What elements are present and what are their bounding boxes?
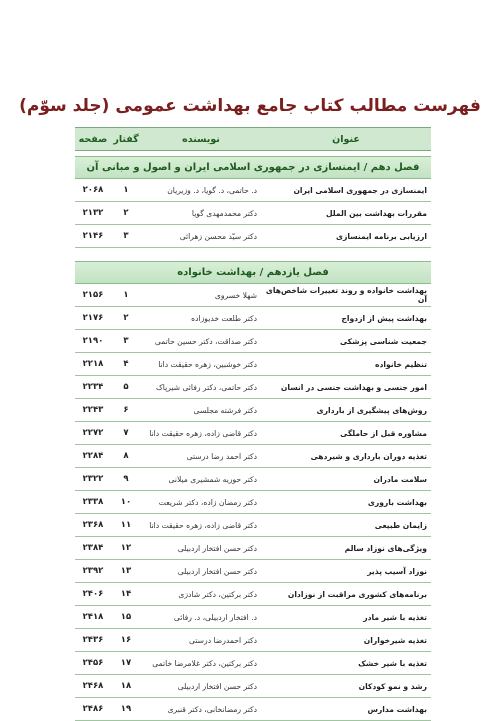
table-row (75, 629, 431, 652)
row-author: دکتر قاضی زاده، زهره حقیقت دانا (149, 520, 257, 530)
row-section-number: ۱۵ (120, 612, 132, 622)
row-author: دکتر سیّد محسن زهرائی (179, 231, 257, 241)
row-section-number: ۱ (123, 290, 129, 300)
row-section-number: ۳ (123, 336, 129, 346)
row-title: تغذیه دوران بارداری و شیردهی (310, 451, 427, 461)
row-title: بهداشت باروری (367, 497, 427, 507)
row-section-number: ۱۹ (120, 704, 132, 714)
table-row (75, 422, 431, 445)
row-page-number: ۲۴۱۸ (82, 612, 104, 622)
table-body (75, 156, 431, 721)
table-row (75, 307, 431, 330)
table-row (75, 330, 431, 353)
table-row (75, 284, 431, 307)
row-page-number: ۲۲۱۸ (82, 359, 104, 369)
table-row (75, 560, 431, 583)
row-author: دکتر احمدرضا درستی (189, 635, 257, 645)
table-row (75, 491, 431, 514)
row-page-number: ۲۴۶۸ (82, 681, 104, 691)
section-gap (75, 248, 431, 256)
table-row (75, 353, 431, 376)
row-title: تغذیه با شیر مادر (363, 612, 427, 622)
row-title: رشد و نمو کودکان (358, 681, 427, 691)
row-section-number: ۱۳ (120, 566, 132, 576)
row-section-number: ۶ (123, 405, 129, 415)
row-author: دکتر حسن افتخار اردبیلی (177, 681, 257, 691)
row-page-number: ۲۴۰۶ (82, 589, 104, 599)
table-row (75, 514, 431, 537)
row-title: روش‌های پیشگیری از بارداری (316, 405, 427, 415)
row-title: برنامه‌های کشوری مراقبت از نوزادان (287, 589, 427, 599)
table-row (75, 606, 431, 629)
row-page-number: ۲۱۴۶ (82, 231, 104, 241)
row-author: د. افتخار اردبیلی، د. رفائی (173, 612, 257, 622)
row-title: تنظیم خانواده (375, 359, 427, 369)
row-title: مقررات بهداشت بین الملل (326, 208, 427, 218)
header-title: عنوان (332, 133, 360, 145)
row-title: ایمنسازی در جمهوری اسلامی ایران (293, 185, 427, 195)
row-section-number: ۱۷ (120, 658, 132, 668)
row-section-number: ۷ (123, 428, 129, 438)
header-page: صفحه (78, 133, 108, 145)
header-section: گفتار (113, 133, 139, 145)
row-title: بهداشت پیش از ازدواج (341, 313, 427, 323)
row-title: بهداشت خانواده و روند تغییرات شاخص‌های آن (265, 286, 427, 304)
row-author: دکتر صداقت، دکتر حسین حاتمی (154, 336, 257, 346)
section-heading: فصل یازدهم / بهداشت خانواده (75, 261, 431, 284)
row-title: مشاوره قبل از حاملگی (340, 428, 427, 438)
row-page-number: ۲۳۶۸ (82, 520, 104, 530)
row-page-number: ۲۱۳۲ (82, 208, 104, 218)
row-author: دکتر قاضی زاده، زهره حقیقت دانا (149, 428, 257, 438)
table-header (75, 127, 431, 151)
table-row (75, 583, 431, 606)
row-title: امور جنسی و بهداشت جنسی در انسان (280, 382, 427, 392)
section-heading: فصل دهم / ایمنسازی در جمهوری اسلامی ایران و اصول و مبانی آن (75, 156, 431, 179)
row-page-number: ۲۲۴۳ (82, 405, 104, 415)
row-author: دکتر فرشته مجلسی (193, 405, 257, 415)
row-author: دکتر طلعت خدیوزاده (191, 313, 257, 323)
row-page-number: ۲۱۹۰ (82, 336, 104, 346)
row-section-number: ۴ (123, 359, 129, 369)
row-title: جمعیت شناسی پزشکی (340, 336, 427, 346)
row-page-number: ۲۳۲۲ (82, 474, 104, 484)
row-page-number: ۲۳۹۲ (82, 566, 104, 576)
row-author: دکتر خوشبین، زهره حقیقت دانا (158, 359, 257, 369)
row-title: نوزاد آسیب پذیر (367, 566, 427, 576)
row-page-number: ۲۲۳۴ (82, 382, 104, 392)
row-page-number: ۲۳۳۸ (82, 497, 104, 507)
row-section-number: ۲ (123, 208, 129, 218)
row-section-number: ۳ (123, 231, 129, 241)
table-row (75, 698, 431, 721)
row-author: دکتر احمد رضا درستی (186, 451, 257, 461)
row-title: ارزیابی برنامه ایمنسازی (335, 231, 427, 241)
row-page-number: ۲۱۷۶ (82, 313, 104, 323)
row-section-number: ۱۲ (120, 543, 132, 553)
row-author: دکتر برکتین، دکتر غلامرضا خاتمی (152, 658, 257, 668)
row-section-number: ۱۱ (120, 520, 132, 530)
row-page-number: ۲۴۸۶ (82, 704, 104, 714)
row-title: بهداشت مدارس (367, 704, 427, 714)
row-section-number: ۱ (123, 185, 129, 195)
row-title: تغذیه شیرخواران (363, 635, 427, 645)
row-section-number: ۲ (123, 313, 129, 323)
row-section-number: ۱۸ (120, 681, 132, 691)
row-author: دکتر حسن افتخار اردبیلی (177, 543, 257, 553)
table-row (75, 202, 431, 225)
row-author: دکتر محمدمهدی گویا (191, 208, 257, 218)
table-row (75, 652, 431, 675)
row-author: دکتر رمضان زاده، دکتر شریعت (158, 497, 257, 507)
row-section-number: ۱۴ (120, 589, 132, 599)
row-section-number: ۵ (123, 382, 129, 392)
row-page-number: ۲۰۶۸ (82, 185, 104, 195)
page-title: فهرست مطالب کتاب جامع بهداشت عمومی (جلد سوّم) (19, 96, 481, 116)
table-row (75, 445, 431, 468)
row-section-number: ۱۶ (120, 635, 132, 645)
table-row (75, 675, 431, 698)
toc-table (75, 127, 431, 721)
row-page-number: ۲۲۷۲ (82, 428, 104, 438)
row-title: سلامت مادران (373, 474, 427, 484)
table-row (75, 468, 431, 491)
row-section-number: ۱۰ (120, 497, 132, 507)
row-page-number: ۲۲۸۴ (82, 451, 104, 461)
row-page-number: ۲۴۵۶ (82, 658, 104, 668)
table-row (75, 376, 431, 399)
table-row (75, 179, 431, 202)
table-row (75, 399, 431, 422)
row-author: شهلا خسروی (214, 290, 257, 300)
row-section-number: ۸ (123, 451, 129, 461)
row-page-number: ۲۱۵۶ (82, 290, 104, 300)
header-author: نویسنده (182, 133, 220, 145)
row-title: تغذیه با شیر خشک (358, 658, 427, 668)
row-author: د. حاتمی، د. گویا، د. وزیریان (167, 185, 257, 195)
row-author: دکتر حاتمی، دکتر رفائی شیرپاک (155, 382, 257, 392)
row-author: دکتر حوریه شمشیری میلانی (168, 474, 257, 484)
row-title: زایمان طبیعی (374, 520, 427, 530)
row-page-number: ۲۳۸۴ (82, 543, 104, 553)
row-section-number: ۹ (123, 474, 129, 484)
row-author: دکتر برکتین، دکتر شادزی (178, 589, 257, 599)
table-row (75, 537, 431, 560)
table-row (75, 225, 431, 248)
row-title: ویژگی‌های نوزاد سالم (344, 543, 427, 553)
row-author: دکتر رمضانخانی، دکتر قنبری (167, 704, 257, 714)
row-author: دکتر حسن افتخار اردبیلی (177, 566, 257, 576)
row-page-number: ۲۴۳۶ (82, 635, 104, 645)
